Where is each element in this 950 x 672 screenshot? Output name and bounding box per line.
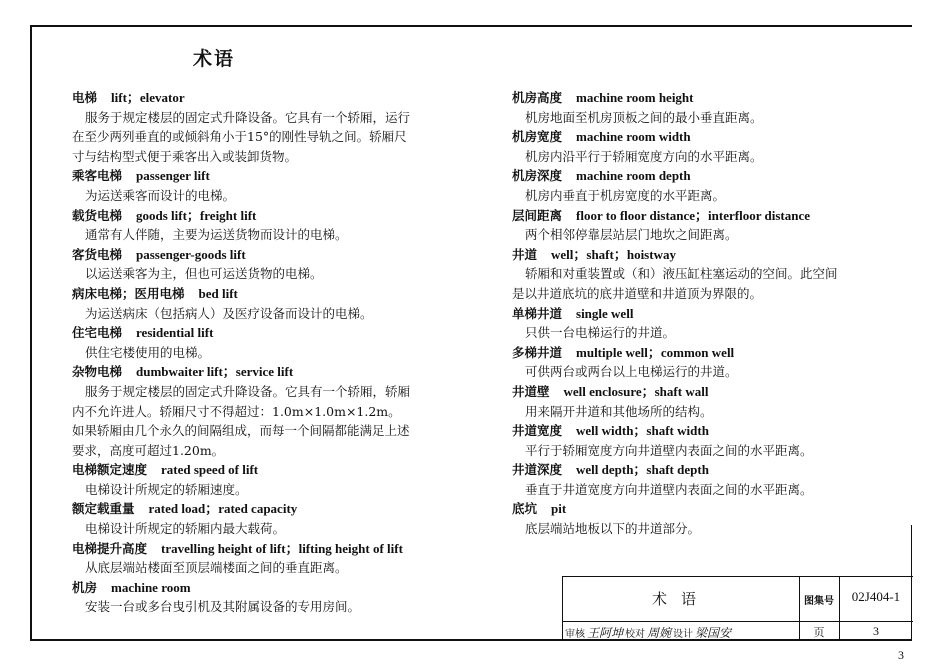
title-block-vline [839,577,840,641]
term-heading [72,362,457,382]
term-english: machine room [111,579,191,595]
term-english: well width；shaft width [576,423,709,439]
review-signature: 王阿坤 [587,626,624,640]
term-chinese: 单梯井道 [512,305,563,321]
term-english: floor to floor distance；interfloor distance [576,207,810,223]
term-chinese: 电梯 [72,90,98,105]
term-heading [72,206,457,226]
term-chinese: 住宅电梯 [72,325,123,341]
term-english: passenger-goods lift [136,246,246,262]
term-english: residential lift [136,325,214,341]
term-heading [72,245,457,265]
term-definition: 为运送乘客而设计的电梯。 [85,187,236,203]
term-definition: 机房内沿平行于轿厢宽度方向的水平距离。 [525,148,763,164]
term-definition: 垂直于井道宽度方向井道壁内表面之间的水平距离。 [525,481,813,497]
check-label: 校对 [625,629,646,640]
corner-page-number: 3 [898,648,904,662]
term-definition-continued: 在至少两列垂直的或倾斜角小于15°的刚性导轨之间。轿厢尺 [72,129,407,145]
term-chinese: 额定载重量 [72,501,135,517]
term-english: well；shaft；hoistway [551,246,676,262]
signature-row [565,624,799,641]
term-english: single well [576,305,634,321]
term-chinese: 井道壁 [512,383,550,399]
term-chinese: 电梯提升高度 [72,540,148,556]
term-chinese: 底坑 [512,501,538,517]
term-english: multiple well；common well [576,344,735,360]
term-heading [512,88,892,108]
atlas-label: 图集号 [804,596,834,607]
atlas-number: 02J404-1 [851,589,901,604]
term-definition: 平行于轿厢宽度方向井道壁内表面之间的水平距离。 [525,442,813,458]
term-definition: 用来隔开井道和其他场所的结构。 [525,403,713,419]
frame-left-line [30,25,32,640]
term-english: goods lift；freight lift [136,207,257,223]
term-heading [512,166,892,186]
term-definition-continued: 内不允许进人。轿厢尺寸不得超过：1.0m×1.0m×1.2m。 [72,403,401,419]
right-column [512,88,892,539]
term-english: machine room depth [576,168,691,184]
term-definition-continued: 是以井道底坑的底井道壁和井道顶为界限的。 [512,285,763,301]
term-heading [72,578,457,598]
term-chinese: 杂物电梯 [72,364,123,380]
title-block-divider [563,621,913,622]
drawing-name: 术语 [651,590,710,608]
term-definition: 从底层端站楼面至顶层端楼面之间的垂直距离。 [85,560,348,576]
term-heading [72,499,457,519]
term-definition: 电梯设计所规定的轿厢内最大载荷。 [85,521,286,537]
frame-top-line [30,25,912,27]
term-english: rated load；rated capacity [148,501,298,517]
term-heading [512,245,892,265]
term-heading [72,323,457,343]
term-definition: 两个相邻停靠层站层门地坎之间距离。 [525,227,738,243]
term-heading [72,284,457,304]
term-definition: 轿厢和对重装置或（和）液压缸柱塞运动的空间。此空间 [525,266,838,282]
title-block [562,576,913,641]
term-definition-continued: 寸与结构型式便于乘客出入或装卸货物。 [72,148,298,164]
term-definition-continued: 要求，高度可超过1.20m。 [72,442,225,458]
term-chinese: 客货电梯 [72,246,123,262]
term-english: well enclosure；shaft wall [563,383,709,399]
term-heading [512,460,892,480]
term-english: machine room width [576,129,691,145]
term-definition-continued: 如果轿厢由几个永久的间隔组成，而每一个间隔都能满足上述 [72,423,410,439]
design-label: 设计 [673,629,694,640]
term-definition: 服务于规定楼层的固定式升降设备。它具有一个轿厢，运行 [85,109,411,125]
term-english: lift；elevator [111,90,185,105]
page-title: 术语 [193,48,236,70]
check-signature: 周婉 [647,626,672,640]
term-heading [512,382,892,402]
term-definition: 以运送乘客为主，但也可运送货物的电梯。 [85,266,323,282]
term-english: pit [551,501,567,517]
term-chinese: 机房深度 [512,168,563,184]
term-chinese: 多梯井道 [512,344,563,360]
term-definition: 服务于规定楼层的固定式升降设备。它具有一个轿厢，轿厢 [85,383,411,399]
term-chinese: 井道 [512,246,538,262]
term-heading [512,206,892,226]
design-signature: 梁国安 [695,626,732,640]
term-chinese: 井道宽度 [512,423,563,439]
term-definition: 供住宅楼使用的电梯。 [85,344,211,360]
term-heading [512,499,892,519]
term-definition: 可供两台或两台以上电梯运行的井道。 [525,364,738,380]
term-english: well depth；shaft depth [576,462,709,478]
left-column [72,88,457,617]
title-block-vline [799,577,800,641]
term-chinese: 井道深度 [512,462,563,478]
term-english: rated speed of lift [161,462,259,478]
term-heading [72,460,457,480]
term-chinese: 载货电梯 [72,207,123,223]
term-heading [72,166,457,186]
term-english: passenger lift [136,168,210,184]
term-definition: 只供一台电梯运行的井道。 [525,325,676,341]
term-heading [72,88,457,108]
term-definition: 机房内垂直于机房宽度的水平距离。 [525,187,726,203]
term-english: bed lift [198,285,238,301]
term-chinese: 病床电梯；医用电梯 [72,285,185,301]
term-heading [512,127,892,147]
term-definition: 底层端站地板以下的井道部分。 [525,521,701,537]
term-chinese: 机房 [72,579,98,595]
review-label: 审核 [565,629,585,640]
term-chinese: 层间距离 [512,207,563,223]
term-heading [512,421,892,441]
term-chinese: 电梯额定速度 [72,462,148,478]
term-heading [512,343,892,363]
term-chinese: 乘客电梯 [72,168,123,184]
term-chinese: 机房高度 [512,90,563,105]
term-english: machine room height [576,90,694,105]
term-chinese: 机房宽度 [512,129,563,145]
term-definition: 机房地面至机房顶板之间的最小垂直距离。 [525,109,763,125]
term-heading [72,539,457,559]
term-heading [512,304,892,324]
page-label: 页 [813,626,825,639]
term-definition: 为运送病床（包括病人）及医疗设备而设计的电梯。 [85,305,373,321]
term-english: dumbwaiter lift；service lift [136,364,294,380]
page-number: 3 [873,624,879,638]
term-definition: 通常有人伴随，主要为运送货物而设计的电梯。 [85,227,348,243]
term-definition: 安装一台或多台曳引机及其附属设备的专用房间。 [85,599,361,615]
term-english: travelling height of lift；lifting height of lift [161,540,403,556]
term-definition: 电梯设计所规定的轿厢速度。 [85,481,248,497]
